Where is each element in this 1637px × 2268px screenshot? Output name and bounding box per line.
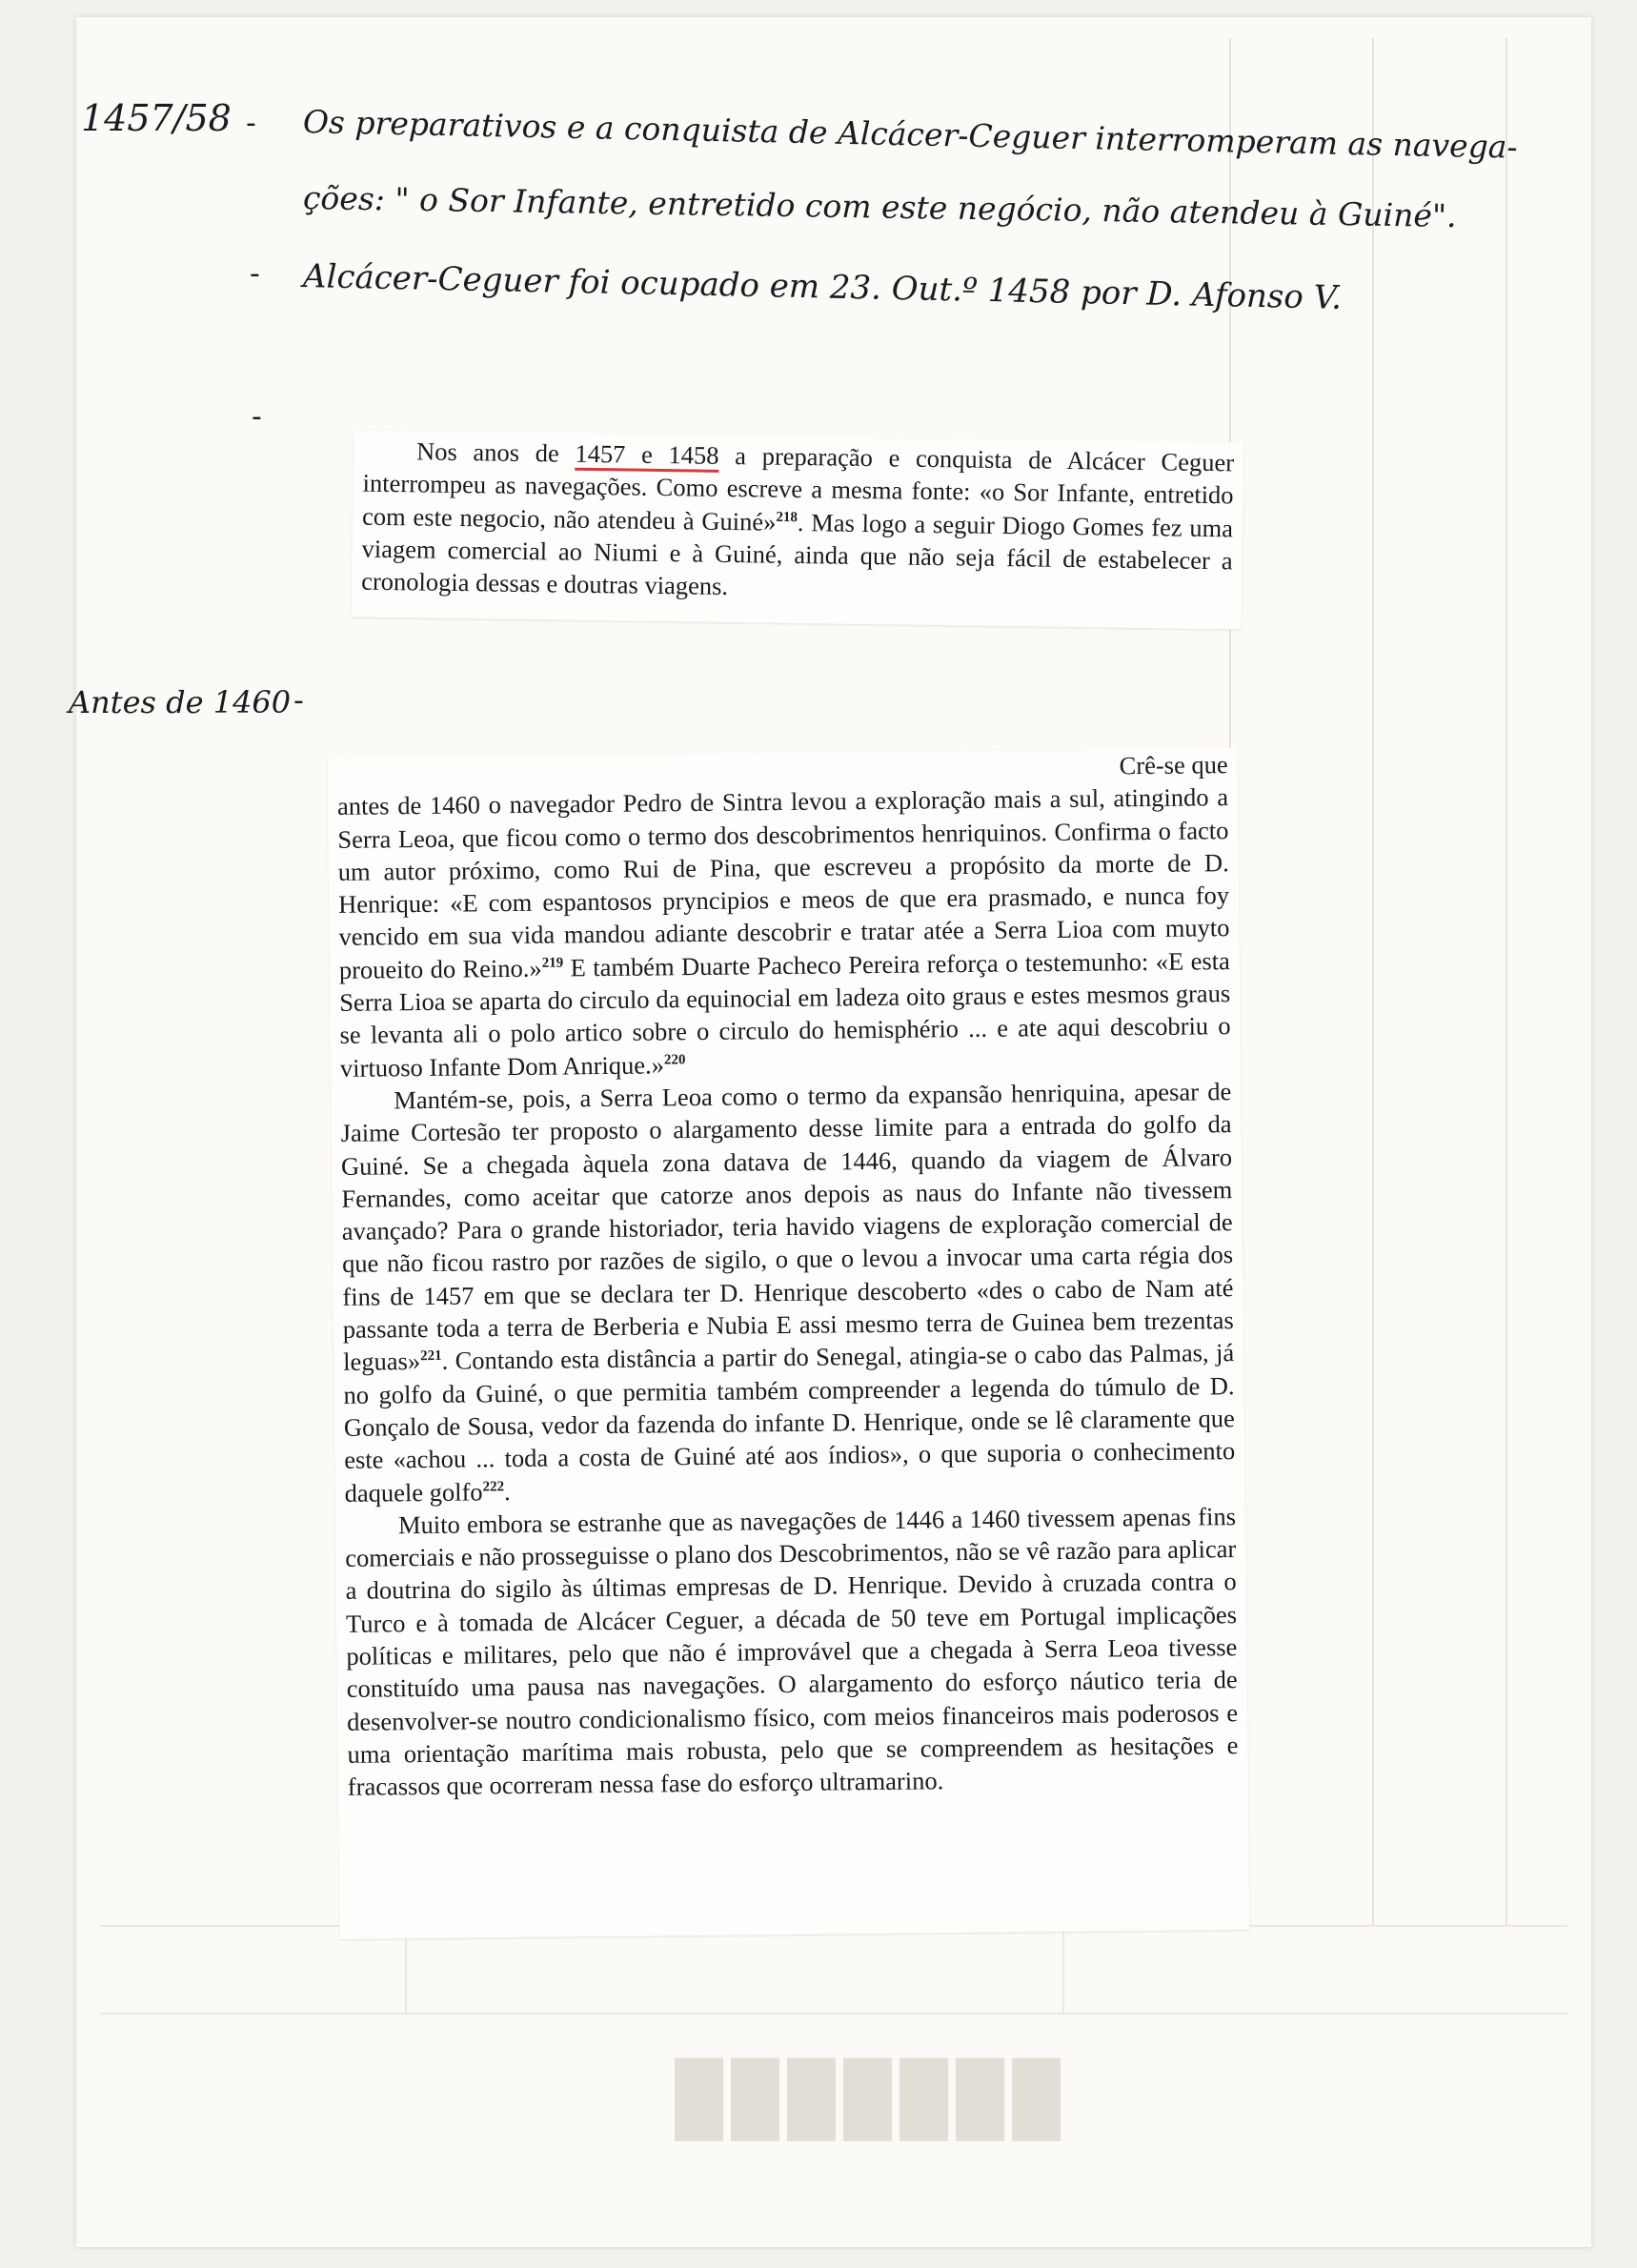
ghost-form-cell [1062,1927,1064,2013]
clipping-1-text-a: Nos anos de [415,436,576,468]
newspaper-clipping-2 [328,748,1250,1939]
clipping-1-text-b: a preparação e conquista de Alcácer Ceguer interrompeu as navegações. Como escreve a mesma fonte: «o Sor Infante, entretido com este negocio, não atendeu à Guiné» [361,440,1235,537]
clipping-2-paragraph-3: Muito embora se estranhe que as navegações de 1446 a 1460 tivessem apenas fins comerciais e não prosseguisse o plano dos Descobrimentos, não se vê razão para aplicar a doutrina do sigilo às últimas empresas de D. Henrique. Devido à cruzada contra o Turco e à tomada de Alcácer Ceguer, a década de 50 teve em Portugal implicações políticas e militares, pelo que não é improvável que a chegada à Serra Leoa tivesse constituído uma pausa nas navegações. O alargamento do esforço náutico teria de desenvolver-se noutro condicionalismo físico, com meios financeiros mais poderosos e uma orientação marítima mais robusta, pelo que se compreendem as hesitações e fracassos que ocorreram nessa fase do esforço ultramarino. [345,1501,1239,1802]
footnote-ref-220: 220 [663,1051,686,1068]
clipping-2-lead: Crê-se que [1119,750,1228,780]
clipping-2-p2-text-b: . Contando esta distância a partir do Senegal, atingia-se o cabo das Palmas, já no golfo da Guiné, o que permitia também compreender a legenda do túmulo de D. Gonçalo de Sousa, vedor da fazenda do infante D. Henrique, onde se lê claramente que este «achou ... toda a costa de Guiné até aos índios», o que suporia o conhecimento daquele golfo [343,1338,1236,1508]
handwritten-dash: - [293,684,304,718]
handwritten-date-antes-1460: Antes de 1460 [69,684,292,720]
clipping-2-p1-text-b: E também Duarte Pacheco Pereira reforça o testemunho: «E esta Serra Lioa se aparta do circulo da equinocial em ladeza oito graus e estes mesmos graus se levanta ali o polo artico sobre o circulo do hemisphério ... e ate aqui descobriu o virtuoso Infante Dom Anrique.» [339,945,1231,1083]
clipping-2-text [328,748,1248,1803]
clipping-1-paragraph [361,435,1234,610]
footnote-ref-219: 219 [541,955,564,971]
clipping-2-p2-text-a: Mantém-se, pois, a Serra Leoa como o termo da expansão henriquina, apesar de Jaime Cortesão ter proposto o alargamento desse limite para a entrada do golfo da Guiné. Se a chegada àquela zona datava de 1446, quando da viagem de Álvaro Fernandes, como aceitar que catorze anos depois as naus do Infante não tivessem avançado? Para o grande historiador, teria havido viagens de exploração comercial de que não ficou rastro por razões de sigilo, o que o levou a invocar uma carta régia dos fins de 1457 em que se declara ter D. Henrique descoberto «des o cabo de Nam até passante toda a terra de Berberia e Nubia E assi mesmo terra de Guinea bem trezentas leguas» [340,1077,1234,1377]
handwritten-date-1457-58: 1457/58 [81,97,232,139]
clipping-2-p1-text-a: antes de 1460 o navegador Pedro de Sintra levou a exploração mais a sul, atingindo a Serra Leoa, que ficou como o termo dos descobrimentos henriquinos. Confirma o facto um autor próximo, como Rui de Pina, que escreveu a propósito da morte de D. Henrique: «E com espantosos pryncipios e meos de que era prasmado, e nunca foy vencido em sua vida mandou adiante descobrir e tratar atée a Serra Lioa com muyto proueito do Reino.» [336,782,1230,984]
clipping-2-p2-text-c: . [503,1476,511,1506]
clipping-1-text [352,430,1243,610]
footnote-ref-221: 221 [419,1348,442,1365]
footnote-ref-218: 218 [776,509,798,525]
handwritten-line-2: ções: " o Sor Infante, entretido com este negócio, não atendeu à Guiné". [302,179,1457,235]
newspaper-clipping-1 [352,430,1244,629]
handwritten-line-1: Os preparativos e a conquista de Alcácer-Ceguer interromperam as navega- [302,103,1519,166]
handwritten-dash: - [250,257,260,291]
handwritten-dash: - [246,107,256,140]
ghost-rule [1372,38,1374,1925]
ghost-form-table [100,1925,1567,2015]
clipping-1-years-underlined: 1457 e 1458 [575,438,719,470]
clipping-2-paragraph-2 [340,1075,1236,1509]
ghost-watermark: ███████ [667,2059,1061,2136]
ghost-form-cell [405,1927,407,2013]
handwritten-dash: - [252,400,262,434]
ghost-rule [1506,38,1507,1925]
handwritten-line-3: Alcácer-Ceguer foi ocupado em 23. Out.º 1458 por D. Afonso V. [302,257,1343,317]
clipping-2-paragraph-1 [337,780,1231,1083]
footnote-ref-222: 222 [482,1478,505,1495]
clipping-1-text-c: . Mas logo a seguir Diogo Gomes fez uma viagem comercial ao Niumi e à Guiné, ainda que não seja fácil de estabelecer a cronologia dessas e doutras viagens. [360,507,1234,601]
